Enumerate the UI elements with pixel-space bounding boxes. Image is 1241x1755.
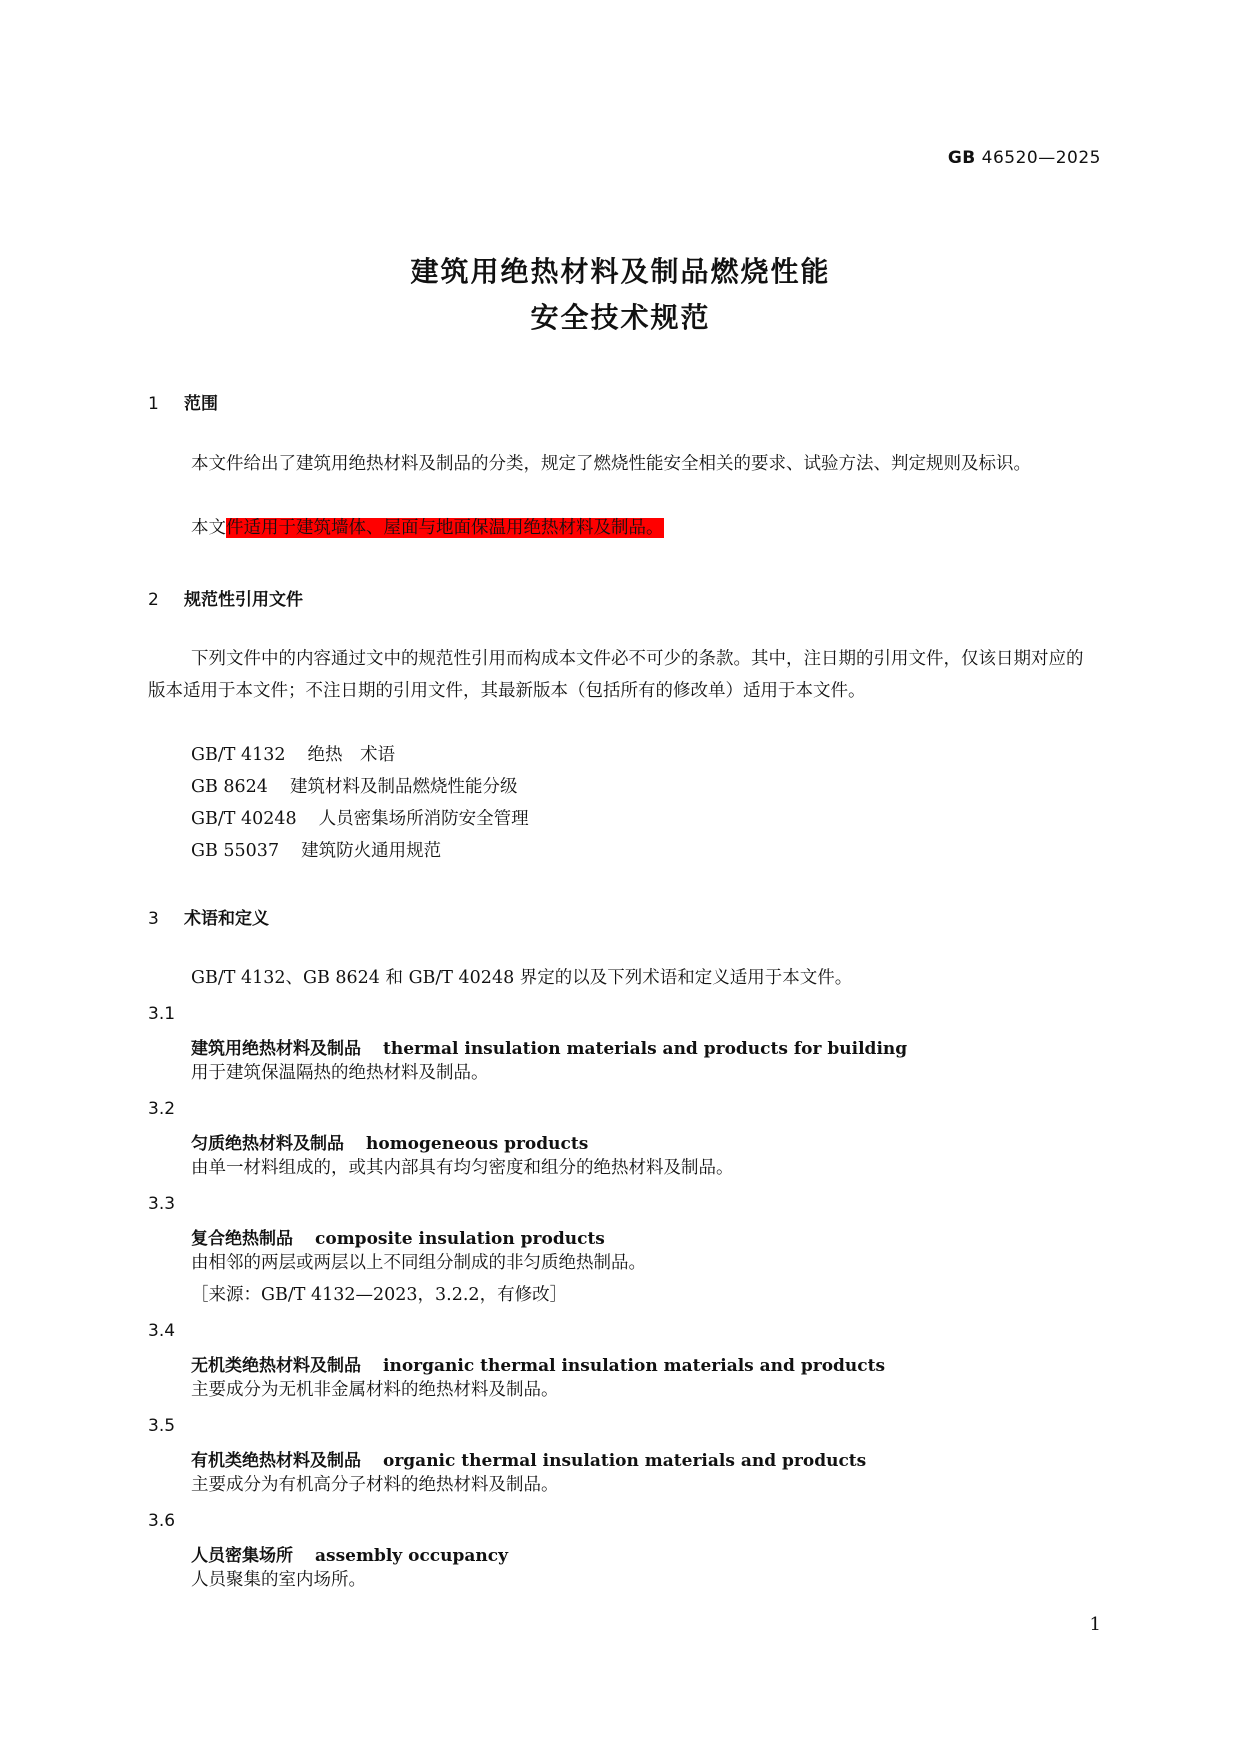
term-definition: 人员聚集的室内场所。 — [191, 1570, 366, 1590]
section-heading-terms — [148, 904, 269, 929]
term-definition: 由相邻的两层或两层以上不同组分制成的非匀质绝热制品。 — [191, 1253, 646, 1273]
term-chinese: 建筑用绝热材料及制品 — [191, 1039, 361, 1059]
term-entry — [191, 1351, 885, 1376]
term-english: composite insulation products — [315, 1229, 605, 1249]
section-heading-scope — [148, 389, 218, 414]
standard-code — [948, 148, 1101, 168]
section-number: 1 — [148, 394, 159, 414]
section-number: 2 — [148, 590, 159, 610]
reference-item — [191, 771, 517, 803]
reference-item — [191, 803, 529, 835]
document-title-line1: 建筑用绝热材料及制品燃烧性能 — [410, 255, 831, 288]
term-chinese: 复合绝热制品 — [191, 1229, 293, 1249]
reference-code: GB 8624 — [191, 777, 268, 797]
section-title: 规范性引用文件 — [184, 590, 303, 610]
clause-number: 3.2 — [148, 1099, 176, 1119]
clause-number: 3.4 — [148, 1321, 176, 1341]
term-source: ［来源：GB/T 4132—2023，3.2.2，有修改］ — [191, 1285, 568, 1305]
term-entry — [191, 1224, 605, 1249]
term-chinese: 匀质绝热材料及制品 — [191, 1134, 344, 1154]
normative-references-paragraph: 下列文件中的内容通过文中的规范性引用而构成本文件必不可少的条款。其中，注日期的引用文件，仅该日期对应的版本适用于本文件；不注日期的引用文件，其最新版本（包括所有的修改单）适用于本文件。 — [148, 649, 1084, 701]
term-chinese: 无机类绝热材料及制品 — [191, 1356, 361, 1376]
reference-title: 绝热 术语 — [307, 745, 396, 765]
reference-title: 建筑防火通用规范 — [301, 841, 442, 861]
term-english: thermal insulation materials and products for building — [383, 1039, 908, 1059]
term-definition: 主要成分为无机非金属材料的绝热材料及制品。 — [191, 1380, 559, 1400]
section-heading-normative-references — [148, 585, 303, 610]
term-english: inorganic thermal insulation materials and products — [383, 1356, 886, 1376]
reference-code: GB/T 4132 — [191, 745, 286, 765]
term-entry — [191, 1129, 588, 1154]
reference-code: GB/T 40248 — [191, 809, 297, 829]
reference-item — [191, 739, 395, 771]
section-title: 范围 — [184, 394, 218, 414]
reference-code: GB 55037 — [191, 841, 280, 861]
clause-number: 3.3 — [148, 1194, 176, 1214]
terms-intro: GB/T 4132、GB 8624 和 GB/T 40248 界定的以及下列术语和定义适用于本文件。 — [191, 968, 853, 988]
scope-paragraph-2 — [148, 512, 1100, 544]
reference-title: 建筑材料及制品燃烧性能分级 — [289, 777, 518, 797]
scope-paragraph-2-plain: 本文 — [191, 518, 226, 538]
section-number: 3 — [148, 909, 159, 929]
term-english: homogeneous products — [366, 1134, 589, 1154]
term-chinese: 有机类绝热材料及制品 — [191, 1451, 361, 1471]
document-title-line2: 安全技术规范 — [530, 301, 711, 334]
term-definition: 主要成分为有机高分子材料的绝热材料及制品。 — [191, 1475, 559, 1495]
highlighted-text: 件适用于建筑墙体、屋面与地面保温用绝热材料及制品。 — [226, 518, 664, 538]
section-title: 术语和定义 — [184, 909, 269, 929]
term-definition: 用于建筑保温隔热的绝热材料及制品。 — [191, 1063, 489, 1083]
term-definition: 由单一材料组成的，或其内部具有均匀密度和组分的绝热材料及制品。 — [191, 1158, 734, 1178]
standard-prefix: GB — [947, 148, 976, 168]
reference-item — [191, 835, 441, 867]
standard-number: 46520—2025 — [981, 148, 1101, 168]
term-entry — [191, 1541, 508, 1566]
clause-number: 3.5 — [148, 1416, 176, 1436]
term-entry — [191, 1446, 866, 1471]
term-chinese: 人员密集场所 — [191, 1546, 293, 1566]
page-number: 1 — [1089, 1614, 1101, 1635]
term-entry — [191, 1034, 907, 1059]
term-english: organic thermal insulation materials and products — [383, 1451, 867, 1471]
clause-number: 3.1 — [148, 1004, 176, 1024]
reference-title: 人员密集场所消防安全管理 — [318, 809, 529, 829]
clause-number: 3.6 — [148, 1511, 176, 1531]
scope-paragraph-1: 本文件给出了建筑用绝热材料及制品的分类，规定了燃烧性能安全相关的要求、试验方法、判定规则及标识。 — [191, 454, 1031, 474]
term-english: assembly occupancy — [315, 1546, 508, 1566]
